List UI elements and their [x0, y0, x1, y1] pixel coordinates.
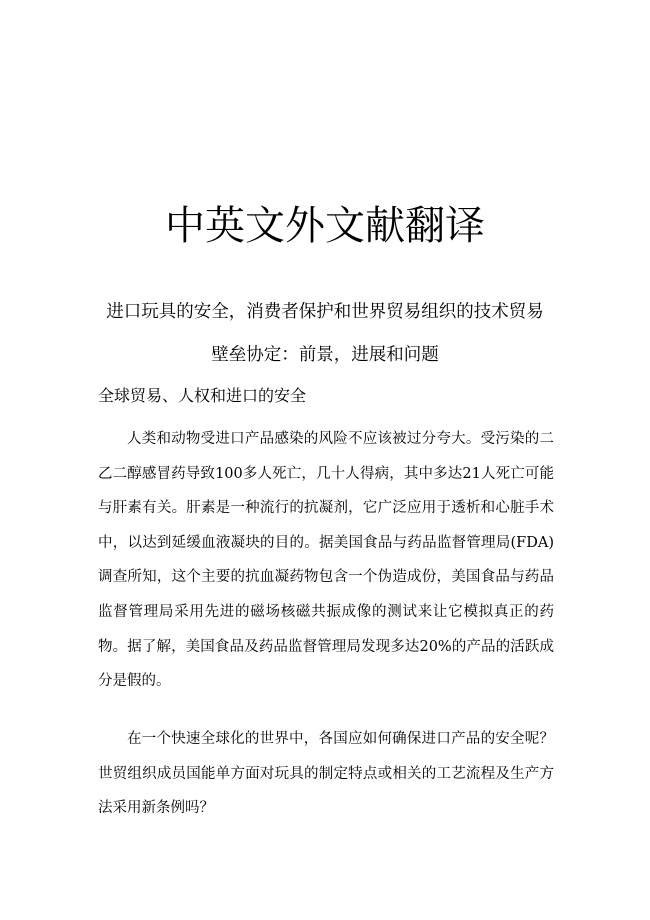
body-paragraph-1: 人类和动物受进口产品感染的风险不应该被过分夸大。受污染的二乙二醇感冒药导致100多人死亡，几十人得病，其中多达21人死亡可能与肝素有关。肝素是一种流行的抗凝剂，它广泛应用于透析和心脏手术中，以达到延缓血液凝块的目的。据美国食品与药品监督管理局(FDA)调查所知，这个主要的抗血凝药物包含一个伪造成份，美国食品与药品监督管理局采用先进的磁场核磁共振成像的测试来让它模拟真正的药物。据了解，美国食品及药品监督管理局发现多达20%的产品的活跃成分是假的。 — [98, 431, 554, 690]
subtitle-line-1: 进口玩具的安全，消费者保护和世界贸易组织的技术贸易 — [106, 302, 544, 322]
body-paragraph-2: 在一个快速全球化的世界中，各国应如何确保进口产品的安全呢？世贸组织成员国能单方面对玩具的制定特点或相关的工艺流程及生产方法采用新条例吗？ — [98, 731, 554, 817]
main-title: 中英文外文献翻译 — [165, 203, 485, 249]
subtitle-line-2: 壁垒协定：前景，进展和问题 — [211, 345, 439, 365]
section-heading: 全球贸易、人权和进口的安全 — [98, 386, 307, 405]
